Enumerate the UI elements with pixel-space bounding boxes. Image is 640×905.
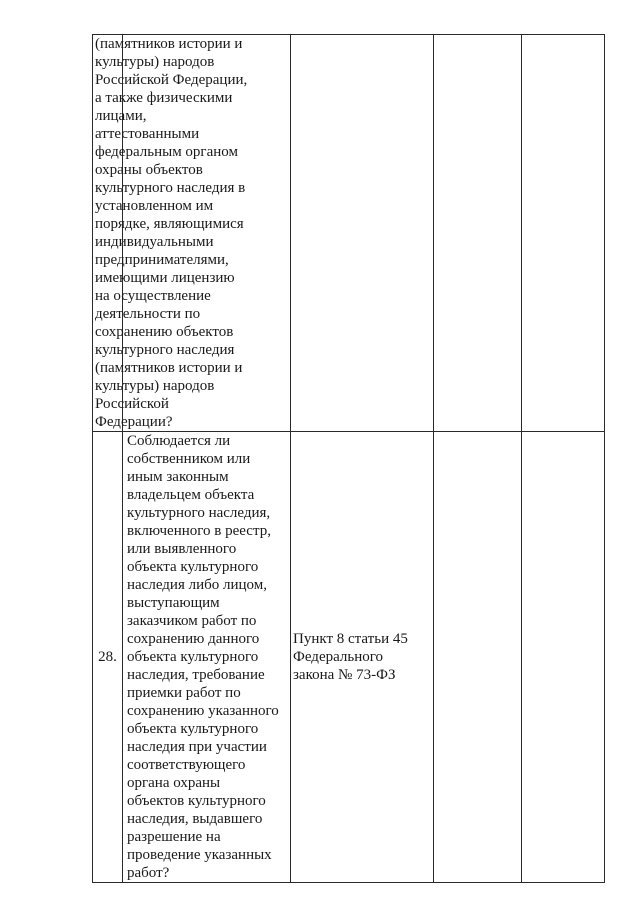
table-row bbox=[93, 35, 605, 432]
question-cell bbox=[123, 432, 291, 883]
answer-cell-a bbox=[434, 432, 522, 883]
answer-cell-b bbox=[522, 35, 605, 432]
answer-cell-a bbox=[434, 35, 522, 432]
reference-text: Пункт 8 статьи 45 Федерального закона № 73-ФЗ bbox=[293, 631, 408, 683]
row-number-cell bbox=[93, 432, 123, 883]
table-row bbox=[93, 432, 605, 883]
answer-cell-b bbox=[522, 432, 605, 883]
reference-cell bbox=[291, 35, 434, 432]
question-text: (памятников истории и культуры) народов Российской Федерации, а также физическими лицами, аттестованными федеральным органом охраны объектов культурного наследия в установленном им порядке, являющимися индивидуальными предпринимателями, имеющими лицензию на осуществление деятельности по сохранению объектов культурного наследия (памятников истории и культуры) народов Российской Федерации? bbox=[95, 36, 248, 430]
question-cell bbox=[95, 35, 291, 432]
checklist-table bbox=[92, 34, 605, 883]
row-number: 28. bbox=[98, 649, 117, 665]
reference-cell bbox=[291, 432, 434, 883]
question-text: Соблюдается ли собственником или иным законным владельцем объекта культурного наследия, включенного в реестр, или выявленного объекта культурного наследия либо лицом, выступающим заказчиком работ по сохранению данного объекта культурного наследия, требование приемки работ по сохранению указанного объекта культурного наследия при участии соответствующего органа охраны объектов культурного наследия, выдавшего разрешение на проведение указанных работ? bbox=[127, 433, 279, 881]
